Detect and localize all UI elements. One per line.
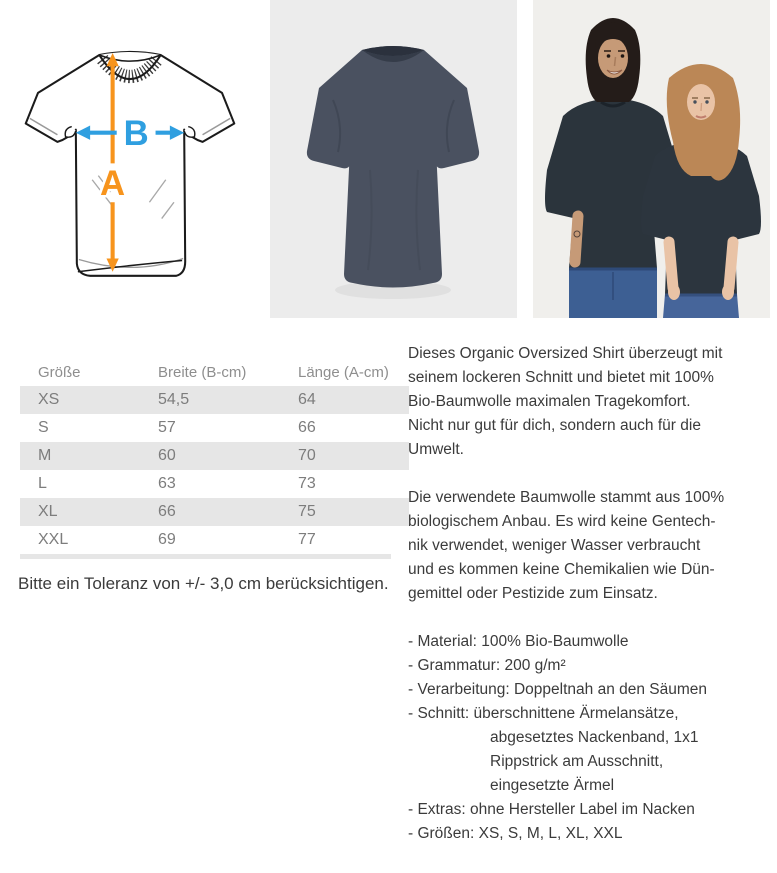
description-line: - Grammatur: 200 g/m²	[408, 657, 566, 674]
size-cell-groesse: M	[38, 447, 52, 464]
size-cell-breite: 54,5	[158, 391, 190, 408]
description-line: - Schnitt: überschnittene Ärmelansätze,	[408, 705, 679, 722]
description-line: - Material: 100% Bio-Baumwolle	[408, 633, 629, 650]
description-line: Die verwendete Baumwolle stammt aus 100%	[408, 489, 725, 506]
size-cell-laenge: 70	[298, 447, 316, 464]
size-cell-laenge: 73	[298, 475, 316, 492]
size-table-body	[20, 386, 409, 554]
size-cell-breite: 69	[158, 531, 176, 548]
description-line: Dieses Organic Oversized Shirt überzeugt mit	[408, 345, 723, 362]
size-cell-breite: 66	[158, 503, 176, 520]
woman-face	[687, 84, 715, 120]
tshirt-measurement-diagram-image	[12, 8, 248, 284]
man-forearm	[575, 216, 578, 262]
size-table-header-row	[20, 358, 409, 386]
size-cell-groesse: XXL	[38, 531, 69, 548]
description-line: biologischem Anbau. Es wird keine Gentech-	[408, 513, 716, 530]
models-wearing-tee-image	[533, 0, 770, 318]
description-line: Umwelt.	[408, 441, 464, 458]
woman-left-hand	[668, 284, 680, 300]
size-cell-groesse: XL	[38, 503, 58, 520]
size-cell-breite: 60	[158, 447, 176, 464]
tshirt-outline	[26, 52, 235, 276]
description-line: - Größen: XS, S, M, L, XL, XXL	[408, 825, 623, 842]
product-photo-flat-lay	[270, 0, 517, 318]
header-groesse: Größe	[38, 363, 81, 381]
size-cell-breite: 63	[158, 475, 176, 492]
header-laenge: Länge (A-cm)	[298, 363, 389, 381]
product-description	[408, 342, 777, 870]
description-paragraph	[408, 630, 777, 846]
size-cell-laenge: 66	[298, 419, 316, 436]
label-a: A	[100, 165, 126, 204]
description-line: nik verwendet, weniger Wasser verbraucht	[408, 537, 701, 554]
size-cell-groesse: XS	[38, 391, 60, 408]
size-cell-laenge: 64	[298, 391, 316, 408]
size-cell-groesse: S	[38, 419, 49, 436]
description-line: und es kommen keine Chemikalien wie Dün-	[408, 561, 715, 578]
size-table-row	[20, 386, 409, 414]
woman-left-forearm	[669, 242, 673, 288]
description-paragraph	[408, 342, 777, 462]
size-info-column	[20, 358, 391, 594]
product-photo-models	[533, 0, 770, 318]
size-table-row	[20, 414, 409, 442]
description-line: Nicht nur gut für dich, sondern auch für die	[408, 417, 701, 434]
description-line: Rippstrick am Ausschnitt,	[490, 753, 664, 770]
flat-lay-tee-image	[270, 0, 517, 318]
description-paragraph	[408, 486, 777, 606]
description-line: gemittel oder Pestizide zum Einsatz.	[408, 585, 658, 602]
description-line: - Extras: ohne Hersteller Label im Nacken	[408, 801, 695, 818]
size-table-row	[20, 498, 409, 526]
description-line: Bio-Baumwolle maximalen Tragekomfort.	[408, 393, 691, 410]
size-cell-groesse: L	[38, 475, 47, 492]
header-breite: Breite (B-cm)	[158, 363, 247, 381]
size-table-row	[20, 470, 409, 498]
label-b: B	[123, 114, 149, 153]
size-measurement-diagram	[12, 8, 248, 284]
woman-right-hand	[722, 284, 734, 300]
size-table	[20, 358, 409, 554]
size-cell-laenge: 75	[298, 503, 316, 520]
tolerance-note: Bitte ein Toleranz von +/- 3,0 cm berücksichtigen.	[18, 574, 389, 593]
size-cell-laenge: 77	[298, 531, 316, 548]
woman-right-forearm	[729, 242, 733, 288]
table-bottom-bar	[20, 554, 391, 559]
description-line: - Verarbeitung: Doppeltnah an den Säumen	[408, 681, 708, 698]
description-line: abgesetztes Nackenband, 1x1	[490, 729, 699, 746]
description-line: eingesetzte Ärmel	[490, 777, 615, 794]
size-cell-breite: 57	[158, 419, 176, 436]
size-table-head	[20, 358, 409, 386]
size-table-row	[20, 442, 409, 470]
description-line: seinem lockeren Schnitt und bietet mit 100%	[408, 369, 714, 386]
size-table-row	[20, 526, 409, 554]
